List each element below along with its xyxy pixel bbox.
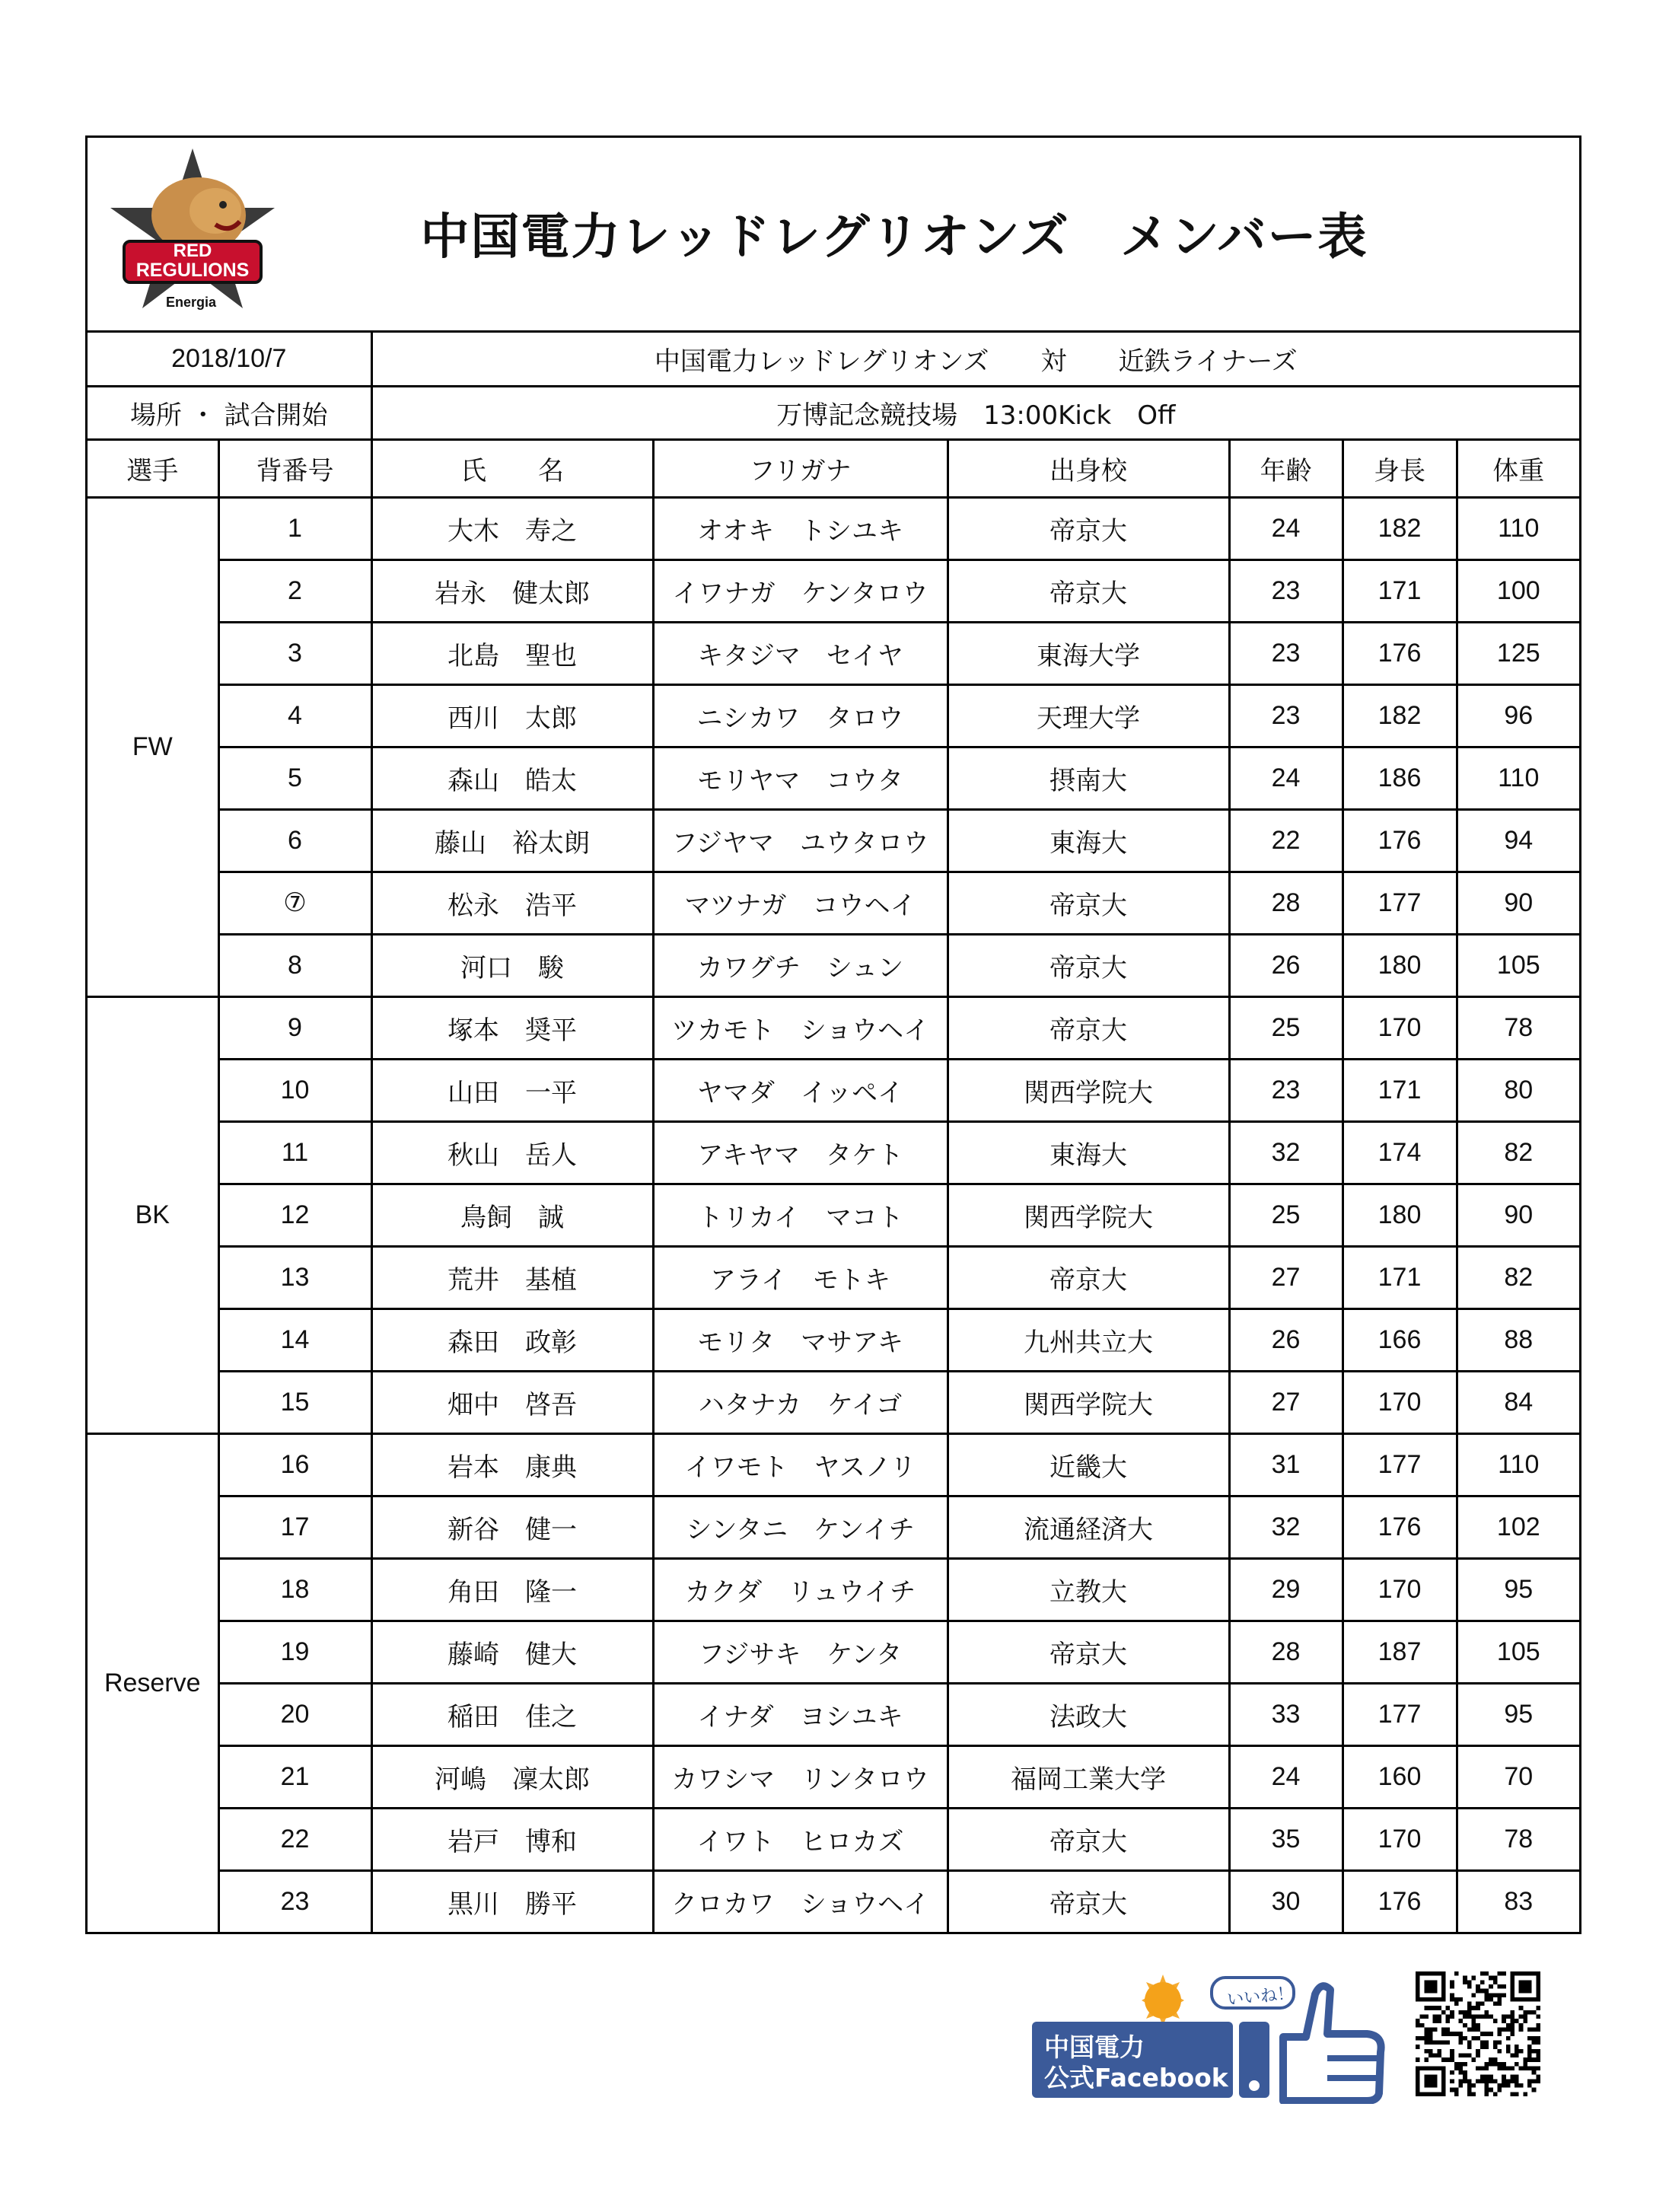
- table-row: [88, 1496, 1579, 1558]
- player-school: 福岡工業大学: [948, 1745, 1229, 1808]
- player-number: 11: [218, 1121, 371, 1184]
- player-height: 182: [1343, 684, 1457, 747]
- player-number: 3: [218, 622, 371, 684]
- player-number: 12: [218, 1184, 371, 1246]
- column-header-row: [88, 439, 1579, 497]
- player-height: 171: [1343, 1246, 1457, 1308]
- player-number: 15: [218, 1371, 371, 1433]
- player-number: 16: [218, 1433, 371, 1496]
- player-furigana: モリヤマ コウタ: [653, 747, 948, 809]
- player-age: 27: [1229, 1371, 1343, 1433]
- player-height: 174: [1343, 1121, 1457, 1184]
- player-number: 2: [218, 559, 371, 622]
- col-number: 背番号: [218, 439, 371, 497]
- player-school: 近畿大: [948, 1433, 1229, 1496]
- venue: 万博記念競技場 13:00Kick Off: [371, 386, 1579, 439]
- player-age: 24: [1229, 1745, 1343, 1808]
- table-row: [88, 622, 1579, 684]
- player-school: 帝京大: [948, 497, 1229, 559]
- player-number: 10: [218, 1059, 371, 1121]
- player-weight: 80: [1457, 1059, 1579, 1121]
- table-row: [88, 1621, 1579, 1683]
- table-row: [88, 1059, 1579, 1121]
- player-age: 25: [1229, 996, 1343, 1059]
- player-furigana: カクダ リュウイチ: [653, 1558, 948, 1621]
- player-height: 186: [1343, 747, 1457, 809]
- player-school: 帝京大: [948, 1621, 1229, 1683]
- table-row: [88, 497, 1579, 559]
- player-furigana: クロカワ ショウヘイ: [653, 1870, 948, 1933]
- player-furigana: イワモト ヤスノリ: [653, 1433, 948, 1496]
- player-furigana: アキヤマ タケト: [653, 1121, 948, 1184]
- player-furigana: カワシマ リンタロウ: [653, 1745, 948, 1808]
- table-row: [88, 1745, 1579, 1808]
- player-weight: 96: [1457, 684, 1579, 747]
- player-age: 24: [1229, 497, 1343, 559]
- player-age: 23: [1229, 622, 1343, 684]
- table-row: [88, 1121, 1579, 1184]
- player-number: 22: [218, 1808, 371, 1870]
- logo-red-text: RED: [173, 241, 212, 261]
- player-weight: 110: [1457, 497, 1579, 559]
- sheet-header: [88, 138, 1579, 333]
- player-furigana: ヤマダ イッペイ: [653, 1059, 948, 1121]
- col-height: 身長: [1343, 439, 1457, 497]
- table-row: [88, 1433, 1579, 1496]
- player-school: 関西学院大: [948, 1059, 1229, 1121]
- player-name: 大木 寿之: [371, 497, 653, 559]
- table-row: [88, 1870, 1579, 1933]
- player-name: 河嶋 凜太郎: [371, 1745, 653, 1808]
- player-age: 22: [1229, 809, 1343, 872]
- player-height: 166: [1343, 1308, 1457, 1371]
- player-number: 6: [218, 809, 371, 872]
- player-school: 帝京大: [948, 934, 1229, 996]
- player-school: 立教大: [948, 1558, 1229, 1621]
- table-row: [88, 559, 1579, 622]
- col-age: 年齢: [1229, 439, 1343, 497]
- player-school: 東海大学: [948, 622, 1229, 684]
- player-name: 森山 皓太: [371, 747, 653, 809]
- table-row: [88, 996, 1579, 1059]
- thumbs-up-icon: [1283, 1986, 1381, 2101]
- player-name: 黒川 勝平: [371, 1870, 653, 1933]
- player-height: 177: [1343, 1433, 1457, 1496]
- player-name: 森田 政彰: [371, 1308, 653, 1371]
- player-school: 天理大学: [948, 684, 1229, 747]
- matchup: 中国電力レッドレグリオンズ 対 近鉄ライナーズ: [371, 333, 1579, 386]
- player-weight: 110: [1457, 747, 1579, 809]
- player-name: 藤山 裕太朗: [371, 809, 653, 872]
- player-number: 17: [218, 1496, 371, 1558]
- table-row: [88, 1184, 1579, 1246]
- player-school: 帝京大: [948, 1808, 1229, 1870]
- col-weight: 体重: [1457, 439, 1579, 497]
- player-furigana: ニシカワ タロウ: [653, 684, 948, 747]
- player-name: 北島 聖也: [371, 622, 653, 684]
- player-school: 帝京大: [948, 996, 1229, 1059]
- player-school: 東海大: [948, 1121, 1229, 1184]
- player-school: 関西学院大: [948, 1371, 1229, 1433]
- table-row: [88, 872, 1579, 934]
- player-weight: 110: [1457, 1433, 1579, 1496]
- match-date: 2018/10/7: [88, 333, 371, 386]
- player-height: 170: [1343, 1558, 1457, 1621]
- facebook-text[interactable]: [1044, 2032, 1242, 2093]
- venue-label: 場所 ・ 試合開始: [88, 386, 371, 439]
- player-height: 176: [1343, 1496, 1457, 1558]
- player-height: 177: [1343, 872, 1457, 934]
- player-name: 畑中 啓吾: [371, 1371, 653, 1433]
- player-number: 13: [218, 1246, 371, 1308]
- player-height: 170: [1343, 1371, 1457, 1433]
- player-school: 帝京大: [948, 559, 1229, 622]
- player-weight: 82: [1457, 1246, 1579, 1308]
- player-school: 帝京大: [948, 872, 1229, 934]
- like-label: いいね！: [1226, 1984, 1295, 2010]
- player-height: 180: [1343, 1184, 1457, 1246]
- player-number: 14: [218, 1308, 371, 1371]
- player-weight: 78: [1457, 996, 1579, 1059]
- player-number: 18: [218, 1558, 371, 1621]
- player-weight: 125: [1457, 622, 1579, 684]
- player-height: 160: [1343, 1745, 1457, 1808]
- player-furigana: ツカモト ショウヘイ: [653, 996, 948, 1059]
- player-name: 山田 一平: [371, 1059, 653, 1121]
- player-furigana: シンタニ ケンイチ: [653, 1496, 948, 1558]
- player-weight: 84: [1457, 1371, 1579, 1433]
- player-weight: 100: [1457, 559, 1579, 622]
- player-age: 24: [1229, 747, 1343, 809]
- position-group: Reserve: [88, 1433, 218, 1933]
- player-height: 180: [1343, 934, 1457, 996]
- player-number: 21: [218, 1745, 371, 1808]
- col-name: 氏 名: [371, 439, 653, 497]
- player-number: 1: [218, 497, 371, 559]
- player-school: 東海大: [948, 809, 1229, 872]
- player-furigana: フジヤマ ユウタロウ: [653, 809, 948, 872]
- player-age: 35: [1229, 1808, 1343, 1870]
- player-school: 九州共立大: [948, 1308, 1229, 1371]
- table-row: [88, 747, 1579, 809]
- page-title: 中国電力レッドレグリオンズ メンバー表: [420, 209, 1368, 266]
- position-group: BK: [88, 996, 218, 1433]
- table-row: [88, 684, 1579, 747]
- player-name: 岩永 健太郎: [371, 559, 653, 622]
- player-height: 171: [1343, 559, 1457, 622]
- player-weight: 102: [1457, 1496, 1579, 1558]
- player-height: 182: [1343, 497, 1457, 559]
- col-position: 選手: [88, 439, 218, 497]
- player-age: 31: [1229, 1433, 1343, 1496]
- player-height: 170: [1343, 1808, 1457, 1870]
- player-age: 30: [1229, 1870, 1343, 1933]
- player-name: 西川 太郎: [371, 684, 653, 747]
- player-furigana: イワト ヒロカズ: [653, 1808, 948, 1870]
- player-weight: 90: [1457, 1184, 1579, 1246]
- table-row: [88, 1246, 1579, 1308]
- player-school: 法政大: [948, 1683, 1229, 1745]
- player-school: 流通経済大: [948, 1496, 1229, 1558]
- player-furigana: イナダ ヨシユキ: [653, 1683, 948, 1745]
- player-height: 176: [1343, 1870, 1457, 1933]
- player-school: 帝京大: [948, 1246, 1229, 1308]
- player-name: 角田 隆一: [371, 1558, 653, 1621]
- player-school: 関西学院大: [948, 1184, 1229, 1246]
- player-number: ⑦: [218, 872, 371, 934]
- player-weight: 83: [1457, 1870, 1579, 1933]
- player-name: 河口 駿: [371, 934, 653, 996]
- player-furigana: マツナガ コウヘイ: [653, 872, 948, 934]
- table-row: [88, 809, 1579, 872]
- player-age: 26: [1229, 934, 1343, 996]
- facebook-line1: 中国電力: [1044, 2032, 1145, 2062]
- player-age: 25: [1229, 1184, 1343, 1246]
- player-school: 摂南大: [948, 747, 1229, 809]
- player-weight: 95: [1457, 1683, 1579, 1745]
- player-height: 171: [1343, 1059, 1457, 1121]
- player-furigana: モリタ マサアキ: [653, 1308, 948, 1371]
- player-name: 松永 浩平: [371, 872, 653, 934]
- qr-code-icon[interactable]: [1416, 1971, 1540, 2096]
- player-weight: 105: [1457, 934, 1579, 996]
- member-sheet: [85, 135, 1581, 1934]
- position-group: FW: [88, 497, 218, 996]
- player-furigana: オオキ トシユキ: [653, 497, 948, 559]
- logo-energia-text: Energia: [165, 295, 217, 310]
- player-number: 20: [218, 1683, 371, 1745]
- logo-regulions-text: REGULIONS: [135, 260, 250, 281]
- player-age: 32: [1229, 1496, 1343, 1558]
- player-name: 稲田 佳之: [371, 1683, 653, 1745]
- player-name: 新谷 健一: [371, 1496, 653, 1558]
- player-weight: 78: [1457, 1808, 1579, 1870]
- table-row: [88, 1808, 1579, 1870]
- player-height: 176: [1343, 809, 1457, 872]
- player-age: 29: [1229, 1558, 1343, 1621]
- table-row: [88, 934, 1579, 996]
- player-furigana: トリカイ マコト: [653, 1184, 948, 1246]
- player-furigana: キタジマ セイヤ: [653, 622, 948, 684]
- facebook-line2: 公式Facebook: [1044, 2063, 1228, 2092]
- match-info-row: [88, 333, 1579, 386]
- player-number: 23: [218, 1870, 371, 1933]
- table-row: [88, 1558, 1579, 1621]
- player-name: 塚本 奨平: [371, 996, 653, 1059]
- player-age: 32: [1229, 1121, 1343, 1184]
- player-height: 176: [1343, 622, 1457, 684]
- table-row: [88, 1683, 1579, 1745]
- player-name: 秋山 岳人: [371, 1121, 653, 1184]
- player-age: 26: [1229, 1308, 1343, 1371]
- player-furigana: イワナガ ケンタロウ: [653, 559, 948, 622]
- player-name: 岩戸 博和: [371, 1808, 653, 1870]
- player-age: 28: [1229, 872, 1343, 934]
- player-age: 23: [1229, 559, 1343, 622]
- player-age: 33: [1229, 1683, 1343, 1745]
- player-height: 170: [1343, 996, 1457, 1059]
- lion-star-logo-icon: [101, 145, 284, 324]
- player-furigana: アライ モトキ: [653, 1246, 948, 1308]
- table-row: [88, 1308, 1579, 1371]
- col-school: 出身校: [948, 439, 1229, 497]
- player-weight: 90: [1457, 872, 1579, 934]
- player-number: 5: [218, 747, 371, 809]
- player-weight: 95: [1457, 1558, 1579, 1621]
- player-school: 帝京大: [948, 1870, 1229, 1933]
- player-weight: 88: [1457, 1308, 1579, 1371]
- player-number: 4: [218, 684, 371, 747]
- player-weight: 82: [1457, 1121, 1579, 1184]
- player-name: 岩本 康典: [371, 1433, 653, 1496]
- player-weight: 105: [1457, 1621, 1579, 1683]
- player-height: 187: [1343, 1621, 1457, 1683]
- roster-table: [88, 333, 1579, 1934]
- player-furigana: ハタナカ ケイゴ: [653, 1371, 948, 1433]
- player-weight: 70: [1457, 1745, 1579, 1808]
- venue-row: [88, 386, 1579, 439]
- table-row: [88, 1371, 1579, 1433]
- player-age: 28: [1229, 1621, 1343, 1683]
- player-weight: 94: [1457, 809, 1579, 872]
- player-number: 9: [218, 996, 371, 1059]
- player-furigana: フジサキ ケンタ: [653, 1621, 948, 1683]
- player-name: 藤崎 健大: [371, 1621, 653, 1683]
- player-furigana: カワグチ シュン: [653, 934, 948, 996]
- player-age: 23: [1229, 684, 1343, 747]
- player-number: 8: [218, 934, 371, 996]
- player-age: 23: [1229, 1059, 1343, 1121]
- player-height: 177: [1343, 1683, 1457, 1745]
- player-age: 27: [1229, 1246, 1343, 1308]
- player-name: 荒井 基植: [371, 1246, 653, 1308]
- col-furigana: フリガナ: [653, 439, 948, 497]
- player-number: 19: [218, 1621, 371, 1683]
- player-name: 鳥飼 誠: [371, 1184, 653, 1246]
